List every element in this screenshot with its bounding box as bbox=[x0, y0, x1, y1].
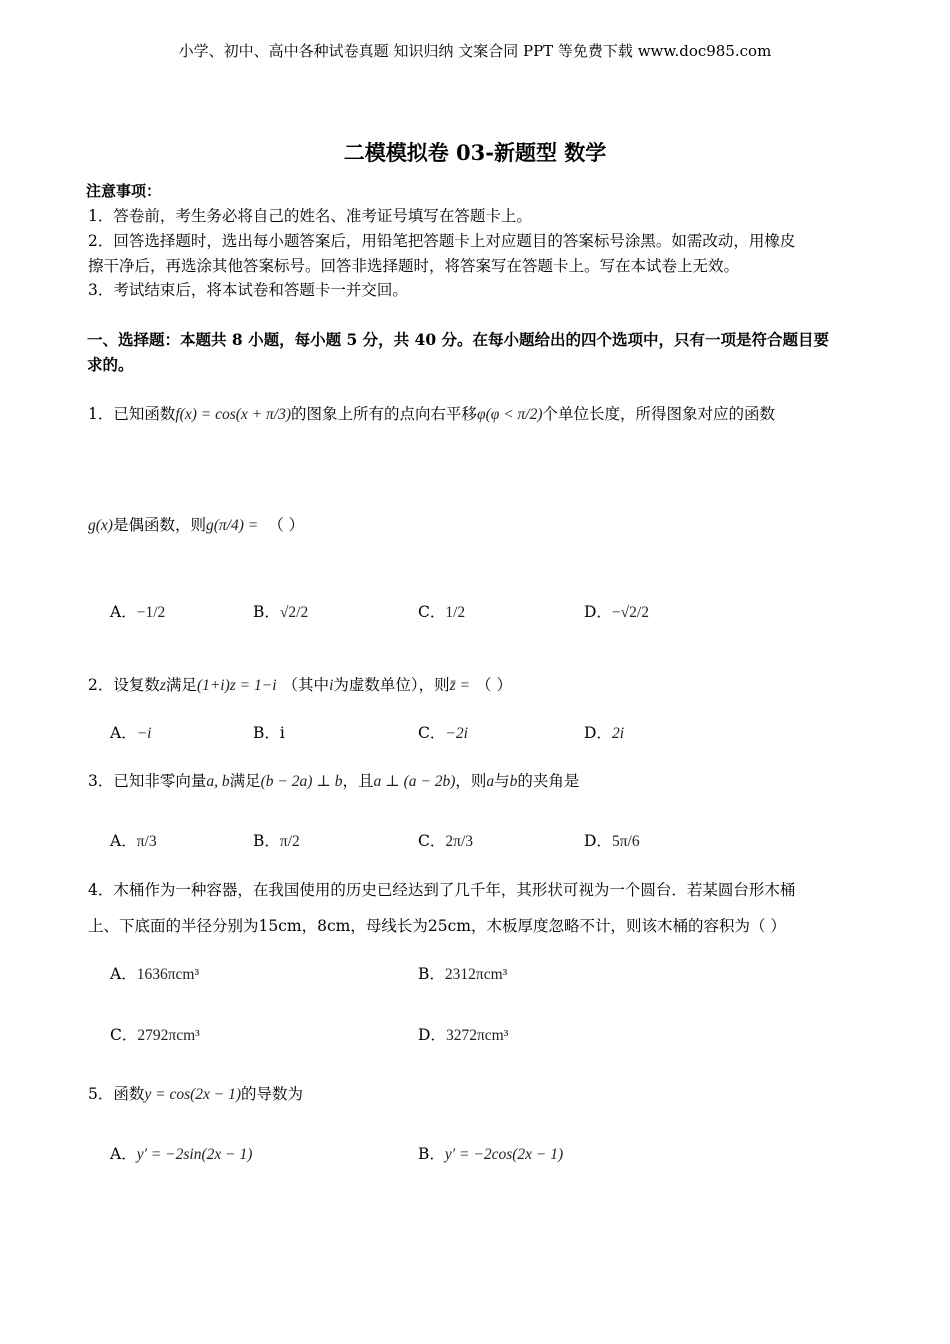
q2-i: i bbox=[329, 677, 334, 694]
q2-option-c: C．−2i bbox=[418, 724, 468, 742]
notice-heading: 注意事项： bbox=[86, 182, 162, 200]
q3-option-a: A．π/3 bbox=[110, 832, 157, 850]
q3-expr2: a ⊥ (a − 2b) bbox=[373, 773, 456, 790]
page-title: 二模模拟卷 03-新题型 数学 bbox=[343, 140, 607, 165]
q4-option-d: D．3272πcm³ bbox=[418, 1026, 509, 1044]
q1-expr-g: g(x) bbox=[88, 517, 113, 534]
q1-text: 个单位长度，所得图象对应的函数 bbox=[542, 405, 776, 423]
section-heading: 一、选择题：本题共 8 小题，每小题 5 分，共 40 分。在每小题给出的四个选项中，只有一项是符合题目要 bbox=[87, 330, 830, 349]
q3-vectors: a, b bbox=[206, 773, 230, 790]
q1-expr-g4: g(π/4) = bbox=[205, 517, 259, 534]
page-header: 小学、初中、高中各种试卷真题 知识归纳 文案合同 PPT 等免费下载 www.doc985.com bbox=[178, 42, 772, 60]
q5-option-a: A．y′ = −2sin(2x − 1) bbox=[110, 1145, 253, 1163]
q1-expr-f: f(x) = cos(x + π/3) bbox=[175, 406, 291, 423]
q5-expr: y = cos(2x − 1) bbox=[144, 1086, 242, 1103]
q1-text: 的图象上所有的点向右平移 bbox=[291, 405, 478, 423]
q4-option-c: C．2792πcm³ bbox=[110, 1026, 200, 1044]
notice-item: 2．回答选择题时，选出每小题答案后，用铅笔把答题卡上对应题目的答案标号涂黑。如需改动，用橡皮 bbox=[88, 232, 796, 250]
q2-option-b: B．i bbox=[253, 724, 285, 742]
q2-option-a: A．−i bbox=[110, 724, 152, 742]
q1-option-c: C．1/2 bbox=[418, 603, 466, 621]
q1-expr-phi: φ(φ < π/2) bbox=[477, 406, 543, 423]
q1-option-d: D．−√2/2 bbox=[584, 603, 649, 621]
q2-option-d: D．2i bbox=[584, 724, 624, 742]
question-5: 5．函数y = cos(2x − 1)的导数为 bbox=[88, 1085, 304, 1103]
q2-expr: (1+i)z = 1−i bbox=[196, 677, 277, 694]
section-heading-cont: 求的。 bbox=[87, 355, 134, 374]
question-4-line2: 上、下底面的半径分别为15cm，8cm，母线长为25cm，木板厚度忽略不计，则该木桶的容积为（ ） bbox=[88, 917, 786, 935]
q1-option-b: B．√2/2 bbox=[253, 603, 309, 621]
question-4-line1: 4．木桶作为一种容器，在我国使用的历史已经达到了几千年，其形状可视为一个圆台．若某圆台形木桶 bbox=[88, 881, 796, 899]
notice-item: 擦干净后，再选涂其他答案标号。回答非选择题时，将答案写在答题卡上。写在本试卷上无效。 bbox=[88, 257, 740, 275]
question-1-line1 bbox=[88, 402, 775, 424]
question-2: 2．设复数z满足(1+i)z = 1−i （其中i为虚数单位），则z̄ = （ ） bbox=[88, 676, 512, 694]
q4-option-b: B．2312πcm³ bbox=[418, 965, 508, 983]
notice-item: 3．考试结束后，将本试卷和答题卡一并交回。 bbox=[88, 281, 408, 299]
question-3: 3．已知非零向量a, b满足(b − 2a) ⊥ b，且a ⊥ (a − 2b)，则a与b的夹角是 bbox=[88, 772, 580, 790]
q3-option-d: D．5π/6 bbox=[584, 832, 640, 850]
q2-z: z bbox=[159, 677, 166, 694]
question-1-line2 bbox=[88, 513, 304, 535]
q1-text: 1．已知函数 bbox=[88, 405, 176, 423]
q2-zbar: z̄ = bbox=[449, 677, 471, 694]
notice-item: 1．答卷前，考生务必将自己的姓名、准考证号填写在答题卡上。 bbox=[88, 207, 532, 225]
q4-option-a: A．1636πcm³ bbox=[110, 965, 200, 983]
q3-option-b: B．π/2 bbox=[253, 832, 300, 850]
answer-paren: （ ） bbox=[268, 516, 305, 534]
q5-option-b: B．y′ = −2cos(2x − 1) bbox=[418, 1145, 564, 1163]
q1-option-a: A．−1/2 bbox=[110, 603, 166, 621]
q1-text: 是偶函数，则 bbox=[112, 516, 206, 534]
q3-expr1: (b − 2a) ⊥ b bbox=[260, 773, 343, 790]
q3-option-c: C．2π/3 bbox=[418, 832, 474, 850]
